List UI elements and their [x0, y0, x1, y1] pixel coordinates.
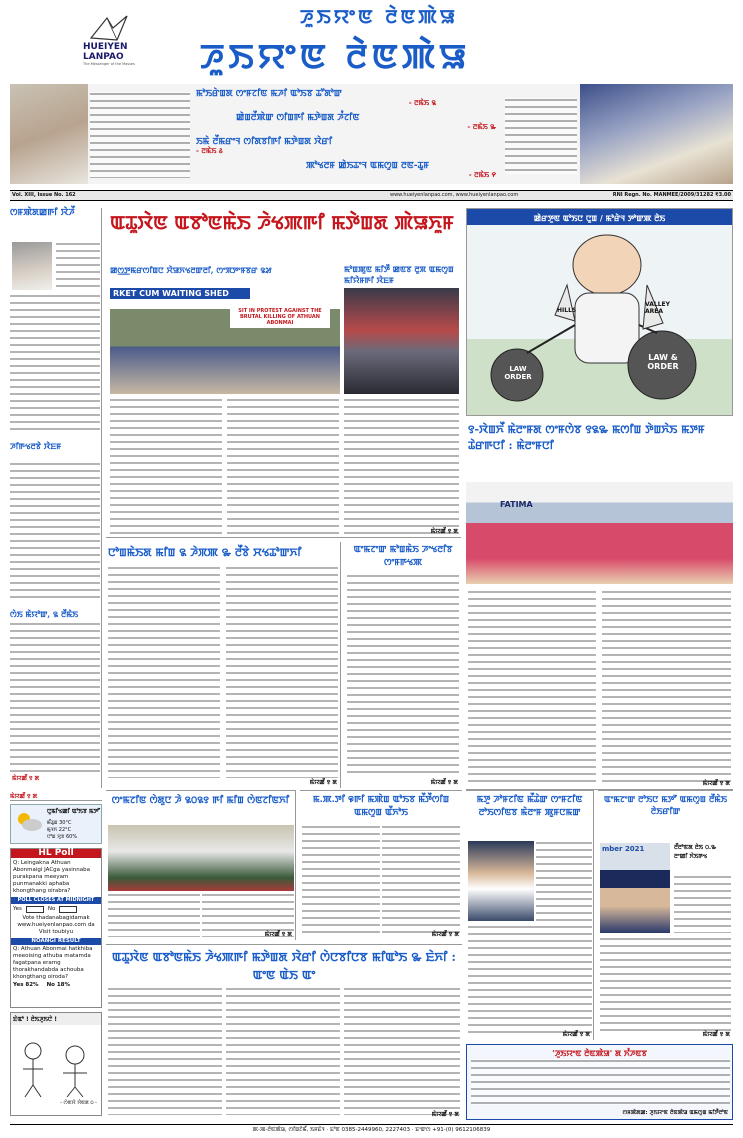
- main-story-photo-left: [110, 288, 340, 394]
- masthead-title-main: ꯍꯨꯏꯌꯦꯟ ꯂꯥꯟꯄꯥꯎ: [200, 37, 471, 77]
- masthead-logo: [65, 14, 165, 66]
- teaser-photo-right: [580, 84, 733, 184]
- main-story-banner-protest: SIT IN PROTEST AGAINST THE BRUTAL KILLING OF ATHUAN ABONMAI: [230, 306, 330, 328]
- row3-story-2: [300, 790, 462, 940]
- teaser-photo-left-text: [90, 92, 190, 178]
- footer: [10, 1124, 733, 1136]
- row3-story-4-photo: [600, 843, 670, 933]
- teaser-photo-right-text: [505, 98, 577, 174]
- teaser-item[interactable]: ꯃꯣꯏꯔꯥꯡꯗ ꯁꯦꯝꯖꯤꯟ ꯃꯍꯤ ꯑꯣꯏꯕ ꯊꯧꯗꯣꯛ - ꯂꯃꯥꯏ ꯲: [196, 89, 436, 107]
- weather-title: ꯅꯨꯃꯤꯠꯀꯤ ꯑꯣꯏꯕ ꯃꯇꯧ: [47, 808, 100, 815]
- cartoon-header: ꯀꯥꯔꯇꯨꯟ ꯑꯣꯏꯅ ꯅꯨꯡ / ꯃꯣꯔꯥꯜ ꯇꯣꯛꯄ ꯂꯥꯏ: [467, 209, 732, 227]
- notice-title: 'ꯍꯨꯏꯌꯦꯟ ꯂꯥꯟꯄꯥꯎ' ꯗ ꯈꯪꯍꯟꯕ: [552, 1049, 647, 1058]
- info-regn: RNI Regn. No. MANMEE/2009/31282 ₹3.00: [612, 192, 731, 198]
- cartoon-label-law1: LAW ORDER: [504, 365, 532, 381]
- editorial-section-title: ꯁꯝꯄꯥꯗꯀꯒꯤ ꯋꯥꯍꯩ: [10, 208, 75, 218]
- weather-line: ꯃꯩꯊꯨꯡ 30°C: [47, 820, 72, 826]
- row3-story-3-headline[interactable]: ꯃꯇꯨ ꯍꯣꯝꯖꯤꯟ ꯃꯩꯊꯥꯛ ꯁꯦꯝꯖꯤꯟ ꯂꯣꯏꯁꯤꯟꯕ ꯃꯥꯂꯦꯝ ꯄꯨꯝꯅꯃꯛ: [476, 795, 583, 818]
- main-story-photo-right: [344, 288, 459, 394]
- info-bar: [10, 190, 733, 201]
- story-right-headline[interactable]: ꯱-ꯋꯥꯡꯈꯩ ꯃꯥꯂꯦꯝꯗ ꯁꯦꯝꯁꯥꯕ ꯱꯲꯳ ꯃꯁꯤꯡ ꯇꯥꯡꯈꯥꯏ ꯃꯇꯝ ꯊꯥꯔꯒꯅꯤ : ꯃꯥꯂꯦꯝꯅꯤ: [468, 423, 705, 452]
- main-story-contd[interactable]: ꯃꯥꯌꯀꯩ ꯱ ꯗ: [430, 528, 458, 535]
- teaser-item[interactable]: ꯀꯥꯡꯂꯩꯄꯥꯛ ꯁꯤꯡꯒꯤ ꯃꯇꯥꯡꯗ ꯍꯪꯖꯤꯟ - ꯂꯃꯥꯏ ꯳: [236, 113, 496, 131]
- cartoon-illustration-icon: [467, 225, 732, 415]
- sun-cloud-icon: [14, 809, 44, 833]
- row3-story-4-sub: ꯂꯩꯂꯣꯟꯗ ꯂꯥꯏ ꯰.꯳ ꯂꯦꯀꯤ ꯈꯥꯏꯒꯠ: [674, 844, 717, 860]
- editorial-title-3: ꯁꯥꯏ ꯃꯥꯌꯣꯛ, ꯲ ꯂꯩꯃꯥꯏ: [10, 609, 79, 619]
- cartoon2-box: [10, 1012, 102, 1116]
- cartoon-figures-icon: [11, 1029, 101, 1099]
- teaser-item[interactable]: ꯏꯃꯥ ꯂꯩꯃꯔꯦꯜ ꯁꯤꯗꯕꯤꯒꯤ ꯃꯇꯥꯡꯗ ꯋꯥꯔꯤ - ꯂꯃꯥꯏ ꯴: [196, 137, 333, 155]
- teaser-photo-left: [10, 84, 88, 184]
- story-right-photo: [466, 482, 733, 584]
- mid-story-2-headline[interactable]: ꯑꯦꯃꯖꯦꯛ ꯃꯣꯡꯃꯥꯏ ꯍꯦꯠꯂꯤꯕ ꯁꯦꯝꯒꯠꯄ: [353, 545, 453, 568]
- cartoon-label-valley: VALLEY AREA: [645, 301, 670, 315]
- row3-story-4-contd[interactable]: ꯃꯥꯌꯀꯩ ꯱ ꯗ: [702, 1031, 730, 1038]
- logo-tagline: The Messenger of the Masses: [83, 62, 135, 66]
- info-vol: Vol. XIII, Issue No. 162: [12, 192, 76, 198]
- poll-box: [10, 848, 102, 1008]
- row3-story-4-banner: mber 2021: [602, 845, 645, 853]
- story-right-banner: FATIMA: [500, 500, 533, 509]
- main-story-headline[interactable]: ꯑꯊꯨꯋꯥꯟ ꯑꯕꯣꯟꯃꯥꯏ ꯍꯥꯠꯄꯒꯤ ꯃꯇꯥꯡꯗ ꯄꯥꯎꯈꯨꯝ: [110, 212, 454, 234]
- main-story: [106, 208, 461, 538]
- poll-result-question: Q: Athuan Abonmai hatkhiba meeoising athuba matamda fagatpana eramg thorakhandabda achouba khongthang oiroda?: [13, 946, 93, 980]
- poll-option-yes: Yes: [13, 906, 22, 912]
- story-right: [466, 420, 733, 790]
- bottom-story: [106, 944, 462, 1120]
- teaser-list: [196, 86, 496, 182]
- poll-yes-checkbox[interactable]: [26, 906, 44, 913]
- poll-no-checkbox[interactable]: [59, 906, 77, 913]
- row3-story-1-photo: [108, 825, 294, 891]
- mid-story-1-headline[interactable]: ꯅꯣꯡꯃꯥꯏꯗ ꯃꯤꯡ ꯲ ꯍꯥꯞꯄ ꯳ ꯂꯩꯕꯥ ꯆꯠꯊꯣꯛꯈꯤ: [108, 546, 302, 559]
- info-web: www.hueiyenlanpao.com, www.hueiyenlanpao.com: [390, 192, 519, 198]
- notice-box: [466, 1044, 733, 1120]
- editorial-column: [10, 208, 102, 788]
- row3-story-1: [106, 790, 296, 940]
- main-story-sub-left: ꯀꯁ꯭ꯇꯃꯔꯁꯤꯡꯅ ꯆꯥꯎꯈꯠꯂꯛꯂꯤ, ꯁꯦꯞꯇꯦꯝꯕꯔ ꯲꯷: [110, 265, 272, 275]
- cartoon-box: [466, 208, 733, 416]
- mid-story-1: [106, 542, 341, 788]
- row3-story-1-contd[interactable]: ꯃꯥꯌꯀꯩ ꯱ ꯗ: [264, 931, 292, 938]
- mid-story-1-contd[interactable]: ꯃꯥꯌꯀꯩ ꯱ ꯗ: [309, 779, 337, 786]
- editorial-title-2: ꯍꯤꯒꯠꯂꯕꯥ ꯋꯥꯐꯝ: [10, 441, 62, 451]
- teaser-strip: [10, 84, 733, 184]
- row3-story-2-contd[interactable]: ꯃꯥꯌꯀꯩ ꯱ ꯗ: [431, 931, 459, 938]
- notice-signature: ꯁꯝꯄꯥꯗꯀ: ꯍꯨꯏꯌꯦꯟ ꯂꯥꯟꯄꯥꯎ ꯑꯃꯁꯨꯡ ꯃꯤꯇꯩꯂꯣꯟ: [622, 1110, 728, 1116]
- cartoon-art: [467, 225, 732, 415]
- cartoon-label-hills: HILLS: [557, 307, 577, 314]
- mid-story-2: [345, 542, 461, 788]
- row3-story-4-headline[interactable]: ꯑꯦꯃꯖꯦꯛ ꯂꯣꯏꯅ ꯃꯇꯧ ꯑꯃꯁꯨꯡ ꯂꯩꯃꯥꯏ ꯂꯥꯏꯔꯤꯛ: [603, 795, 727, 817]
- editorial-contd[interactable]: ꯃꯥꯌꯀꯩ ꯱ ꯗ: [12, 775, 40, 782]
- poll-vote-text[interactable]: Vote thadanabagidamak www.hueiyenlanpao.com da Visit toubiyu: [17, 915, 95, 935]
- main-story-banner-text: RKET CUM WAITING SHED: [110, 288, 250, 299]
- bottom-story-contd[interactable]: ꯃꯥꯌꯀꯩ ꯱ ꯗ: [431, 1111, 459, 1118]
- masthead: [0, 0, 743, 82]
- editorial-author-photo: [12, 242, 52, 290]
- poll-title: HL Poll: [11, 849, 101, 858]
- poll-option-no: No: [47, 906, 56, 912]
- main-story-sub-right: ꯃꯣꯡꯄꯨꯟ ꯃꯤꯇꯩ ꯀꯟꯕ ꯂꯨꯞ ꯑꯃꯁꯨꯡ ꯃꯤꯌꯥꯝꯒꯤ ꯋꯥꯐꯝ: [344, 264, 454, 285]
- row3-story-3-contd[interactable]: ꯃꯥꯌꯀꯩ ꯱ ꯗ: [562, 1031, 590, 1038]
- poll-result-yes: Yes 82%: [13, 982, 39, 988]
- row3-story-3-photo: [468, 841, 534, 921]
- story-right-contd[interactable]: ꯃꯥꯌꯀꯩ ꯱ ꯗ: [702, 780, 730, 787]
- side-ref[interactable]: ꯃꯥꯌꯀꯩ ꯱ ꯗ: [10, 792, 102, 801]
- row3-story-1-headline[interactable]: ꯁꯦꯃꯖꯤꯟ ꯁꯥꯗꯨꯅ ꯍꯥ ꯲꯰꯲꯱ ꯒꯤ ꯃꯤꯡ ꯁꯥꯟꯖꯤꯟꯈꯤ: [111, 795, 290, 806]
- row3-story-3: [466, 790, 594, 1040]
- poll-question: Q: Leingakna Athuan Abonmaigi JACga yasinnaba purakpana meeyam punmanakki aphaba khongthang oirabra?: [13, 860, 90, 894]
- row3-story-2-headline[interactable]: ꯃ.ꯄ.ꯇꯤ ꯶ꯒꯤ ꯃꯄꯥꯡ ꯑꯣꯏꯕ ꯃꯩꯇꯩꯁꯤꯡ ꯑꯃꯁꯨꯡ ꯑꯩꯈꯣꯏ: [312, 795, 450, 818]
- teaser-item[interactable]: ꯄꯣꯠꯂꯝ ꯀꯥꯏꯊꯦꯜ ꯑꯃꯁꯨꯡ ꯂꯟ-ꯊꯨꯝ - ꯂꯃꯥꯏ ꯵: [306, 161, 496, 179]
- poll-closes: POLL CLOSES AT MIDNIGHT: [11, 897, 101, 904]
- footer-text: ꯄ-ꯄ-ꯂꯥꯟꯄꯥꯎ, ꯁꯤꯡꯖꯥꯃꯩ, ꯏꯝꯐꯥꯜ · ꯐꯣꯟ 0385-2449960, 2227403 · ꯐꯦꯛꯁ +91-(0) 9612106839: [252, 1127, 491, 1133]
- cartoon2-title: ꯐꯥꯑꯣ ! ꯂꯥꯏꯍꯨꯏꯅꯥ !: [11, 1013, 101, 1025]
- bird-logo-icon: [89, 14, 129, 42]
- row3-story-4: [598, 790, 733, 1040]
- cartoon-label-law2: LAW & ORDER: [647, 353, 679, 371]
- weather-box: [10, 804, 102, 844]
- mid-story-2-contd[interactable]: ꯃꯥꯌꯀꯩ ꯱ ꯗ: [430, 779, 458, 786]
- poll-result-title: NOANGI RESULT: [11, 938, 101, 945]
- masthead-title-top: ꯍꯨꯏꯌꯦꯟ ꯂꯥꯟꯄꯥꯎ: [300, 6, 458, 28]
- cartoon2-caption: - ꯁꯥꯟꯋꯥ ꯆꯥꯟꯗ ꯰ -: [60, 1100, 97, 1106]
- poll-result-no: No 18%: [46, 982, 71, 988]
- bottom-story-headline[interactable]: ꯑꯊꯨꯋꯥꯟ ꯑꯕꯣꯟꯃꯥꯏ ꯍꯥꯠꯄꯒꯤ ꯃꯇꯥꯡꯗ ꯋꯥꯔꯤ ꯁꯥꯅꯕꯤꯅꯕ ꯃꯤꯑꯣꯏ ꯳ ꯐꯥꯈꯤ : ꯑꯦꯟ ꯑꯥꯏ ꯑꯦ: [112, 950, 456, 982]
- logo-text: HUEIYEN LANPAO: [83, 42, 128, 62]
- weather-line: ꯃꯨꯜꯈ 22°C: [47, 827, 72, 833]
- weather-line: ꯅꯣꯡ ꯆꯨꯕ 60%: [47, 834, 78, 840]
